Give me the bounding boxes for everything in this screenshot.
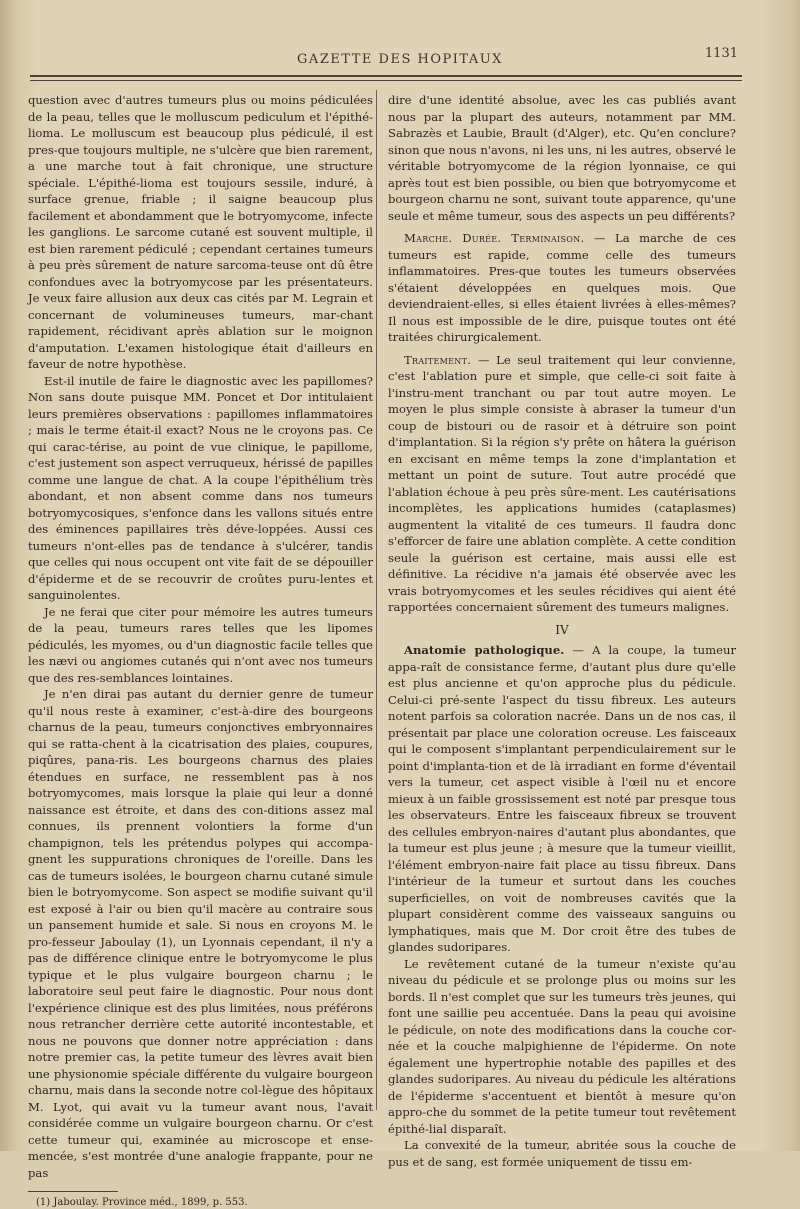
paragraph-text: — Le seul traitement qui leur convienne, c'est l'ablation pure et simple, que celle-ci soit faite à l'instru-ment tranchant ou par tout autre moyen. Le moyen le plus simple consiste à abraser la tumeur d'un coup de bistouri ou de rasoir et à détruire son point d'implantation. Si la région s'y prête on hâtera la guérison en excisant en même temps la zone d'implantation et mettant un point de suture. Tout autre procédé que l'ablation échoue à peu près sûre-ment. Les cautérisations incomplètes, les applications humides (cataplasmes) augmentent la vitalité de ces tumeurs. Il faudra donc s'efforcer de faire une ablation complète. A cette condition seule la guérison est certaine, mais aussi elle est définitive. La récidive n'a jamais été observée avec les vrais botryomycomes et les seules récidives qui aient été rapportées concernaient sûrement des tumeurs malignes. <box>388 352 736 614</box>
section-heading: Traitement. <box>404 352 472 367</box>
footnote-rule <box>28 1191 118 1192</box>
paragraph: question avec d'autres tumeurs plus ou moins pédiculées de la peau, telles que le molluscum pediculum et l'épithé-lioma. Le molluscum est beaucoup plus pédiculé, il est pres-que toujours multiple, ne s'ulcère que bien rarement, a une marche tout à fait chronique, une structure spéciale. L'épithé-lioma est toujours sessile, induré, à surface grenue, friable ; il saigne beaucoup plus facilement et abondamment que le botryomycome, infecte les ganglions. Le sarcome cutané est souvent multiple, il est bien rarement pédiculé ; cependant certaines tumeurs à peu près sûrement de nature sarcoma-teuse ont dû être confondues avec la botryomycose par les présentateurs. Je veux faire allusion aux deux cas cités par M. Legrain et concernant de volumineuses tumeurs, mar-chant rapidement, récidivant après ablation sur le moignon d'amputation. L'examen histologique était d'ailleurs en faveur de notre hypothèse. <box>28 93 373 371</box>
paragraph-text: — La marche de ces tumeurs est rapide, comme celle des tumeurs inflammatoires. Pres-que toutes les tumeurs observées s'étaient développées en quelques mois. Que deviendraient-elles, si elles étaient livrées à elles-mêmes? Il nous est impossible de le dire, puisque toutes ont été traitées chirurgicalement. <box>388 231 736 344</box>
paragraph: Est-il inutile de faire le diagnostic avec les papillomes? Non sans doute puisque MM. Poncet et Dor intitulaient leurs premières observations : papillomes inflammatoires ; mais le terme était-il exact? Nous ne le croyons pas. Ce qui carac-térise, au point de vue clinique, le papillome, c'est justement son aspect verruqueux, hérissé de papilles comme une langue de chat. A la coupe l'épithélium très abondant, et non absent comme dans nos tumeurs botryomycosiques, s'enfonce dans les vallons situés entre des éminences papillaires très déve-loppées. Aussi ces tumeurs n'ont-elles pas de tendance à s'ulcérer, tandis que celles qui nous occupent ont vite fait de se dépouiller d'épiderme et de se recouvrir de croûtes puru-lentes et sanguinolentes. <box>28 373 373 602</box>
journal-title: GAZETTE DES HOPITAUX <box>297 52 503 67</box>
header-rule-thin <box>30 80 742 81</box>
paragraph <box>388 230 736 346</box>
paragraph <box>388 352 736 616</box>
right-column <box>388 92 736 1170</box>
paragraph: La convexité de la tumeur, abritée sous la couche de pus et de sang, est formée uniquement de tissu em- <box>388 1138 736 1169</box>
paragraph: Le revêtement cutané de la tumeur n'existe qu'au niveau du pédicule et se prolonge plus ou moins sur les bords. Il n'est complet que sur les tumeurs très jeunes, qui font une saillie peu accentuée. Dans la peau qui avoisine le pédicule, on note des modifications dans la couche cor-née et la couche malpighienne de l'épiderme. On note également une hypertrophie notable des papilles et des glandes sudoripares. Au niveau du pédicule les altérations de l'épiderme s'accentuent et bientôt à mesure qu'on appro-che du sommet de la petite tumeur tout revêtement épithé-lial disparaît. <box>388 956 736 1136</box>
page-number: 1131 <box>704 46 738 61</box>
paragraph-text: — A la coupe, la tumeur appa-raît de consistance ferme, d'autant plus dure qu'elle est plus ancienne et qu'on approche plus du pédicule. Celui-ci pré-sente l'aspect du tissu fibreux. Les auteurs notent parfois sa coloration nacrée. Dans un de nos cas, il présentait par place une coloration ocreuse. Les faisceaux qui le composent s'implantant perpendiculairement sur le point d'implanta-tion et de là irradiant en forme d'éventail vers la tumeur, cet aspect visible à l'œil nu et encore mieux à un faible grossissement est noté par presque tous les observateurs. Entre les faisceaux fibreux se trouvent des cellules embryon-naires d'autant plus abondantes, que la tumeur est plus jeune ; à mesure que la tumeur vieillit, l'élément embryon-naire fait place au tissu fibreux. Dans l'intérieur de la tumeur et surtout dans les couches superficielles, on voit de nombreuses cavités que la plupart considèrent comme des vaisseaux sanguins ou lymphatiques, mais que M. Dor croit être des tubes de glandes sudoripares. <box>388 643 736 954</box>
paragraph <box>388 642 736 956</box>
left-column <box>28 92 373 1209</box>
column-divider <box>376 90 377 1110</box>
section-number: IV <box>555 622 569 637</box>
section-heading: Anatomie pathologique. <box>404 643 565 657</box>
footnote: (1) Jaboulay. Province méd., 1899, p. 553. <box>36 1197 248 1208</box>
paragraph: dire d'une identité absolue, avec les cas publiés avant nous par la plupart des auteurs, notamment par MM. Sabrazès et Laubie, Brault (d'Alger), etc. Qu'en conclure? sinon que nous n'avons, ni les uns, ni les autres, observé le véritable botryomycome de la région lyonnaise, ce qui après tout est bien possible, ou bien que botryomycome et bourgeon charnu ne sont, suivant toute apparence, qu'une seule et même tumeur, sous des aspects un peu différents? <box>388 93 736 223</box>
page-header <box>0 46 800 76</box>
paragraph: Je ne ferai que citer pour mémoire les autres tumeurs de la peau, tumeurs rares telles que les lipomes pédiculés, les myomes, ou d'un diagnostic facile telles que les nævi ou angiomes cutanés qui n'ont avec nos tumeurs que des res-semblances lointaines. <box>28 604 373 685</box>
header-rule <box>30 75 742 77</box>
section-heading: Marche. Durée. Terminaison. <box>404 231 585 245</box>
paragraph: Je n'en dirai pas autant du dernier genre de tumeur qu'il nous reste à examiner, c'est-à-dire des bourgeons charnus de la peau, tumeurs conjonctives embryonnaires qui se ratta-chent à la cicatrisation des plaies, coupures, piqûres, pana-ris. Les bourgeons charnus des plaies étendues en surface, ne ressemblent pas à nos botryomycomes, mais lorsque la plaie qui leur a donné naissance est étroite, et dans des con-ditions assez mal connues, ils prennent volontiers la forme d'un champignon, tels les prétendus polypes qui accompa-gnent les suppurations chroniques de l'oreille. Dans les cas de tumeurs isolées, le bourgeon charnu cutané simule bien le botryomycome. Son aspect se modifie suivant qu'il est exposé à l'air ou bien qu'il macère au contraire sous un pansement humide et sale. Si nous en croyons M. le pro-fesseur Jaboulay (1), un Lyonnais cependant, il n'y a pas de différence clinique entre le botryomycome le plus typique et le plus vulgaire bourgeon charnu ; le laboratoire seul peut faire le diagnostic. Pour nous dont l'expérience clinique est des plus limitées, nous préférons nous retrancher derrière cette autorité incontestable, et nous ne pouvons que donner notre appréciation : dans notre premier cas, la petite tumeur des lèvres avait bien une physionomie spéciale différente du vulgaire bourgeon charnu, mais dans la seconde notre col-lègue des hôpitaux M. Lyot, qui avait vu la tumeur avant nous, l'avait considérée comme un vulgaire bourgeon charnu. Or c'est cette tumeur qui, examinée au microscope et ense-mencée, s'est montrée d'une analogie frappante, pour ne pas <box>28 687 373 1180</box>
